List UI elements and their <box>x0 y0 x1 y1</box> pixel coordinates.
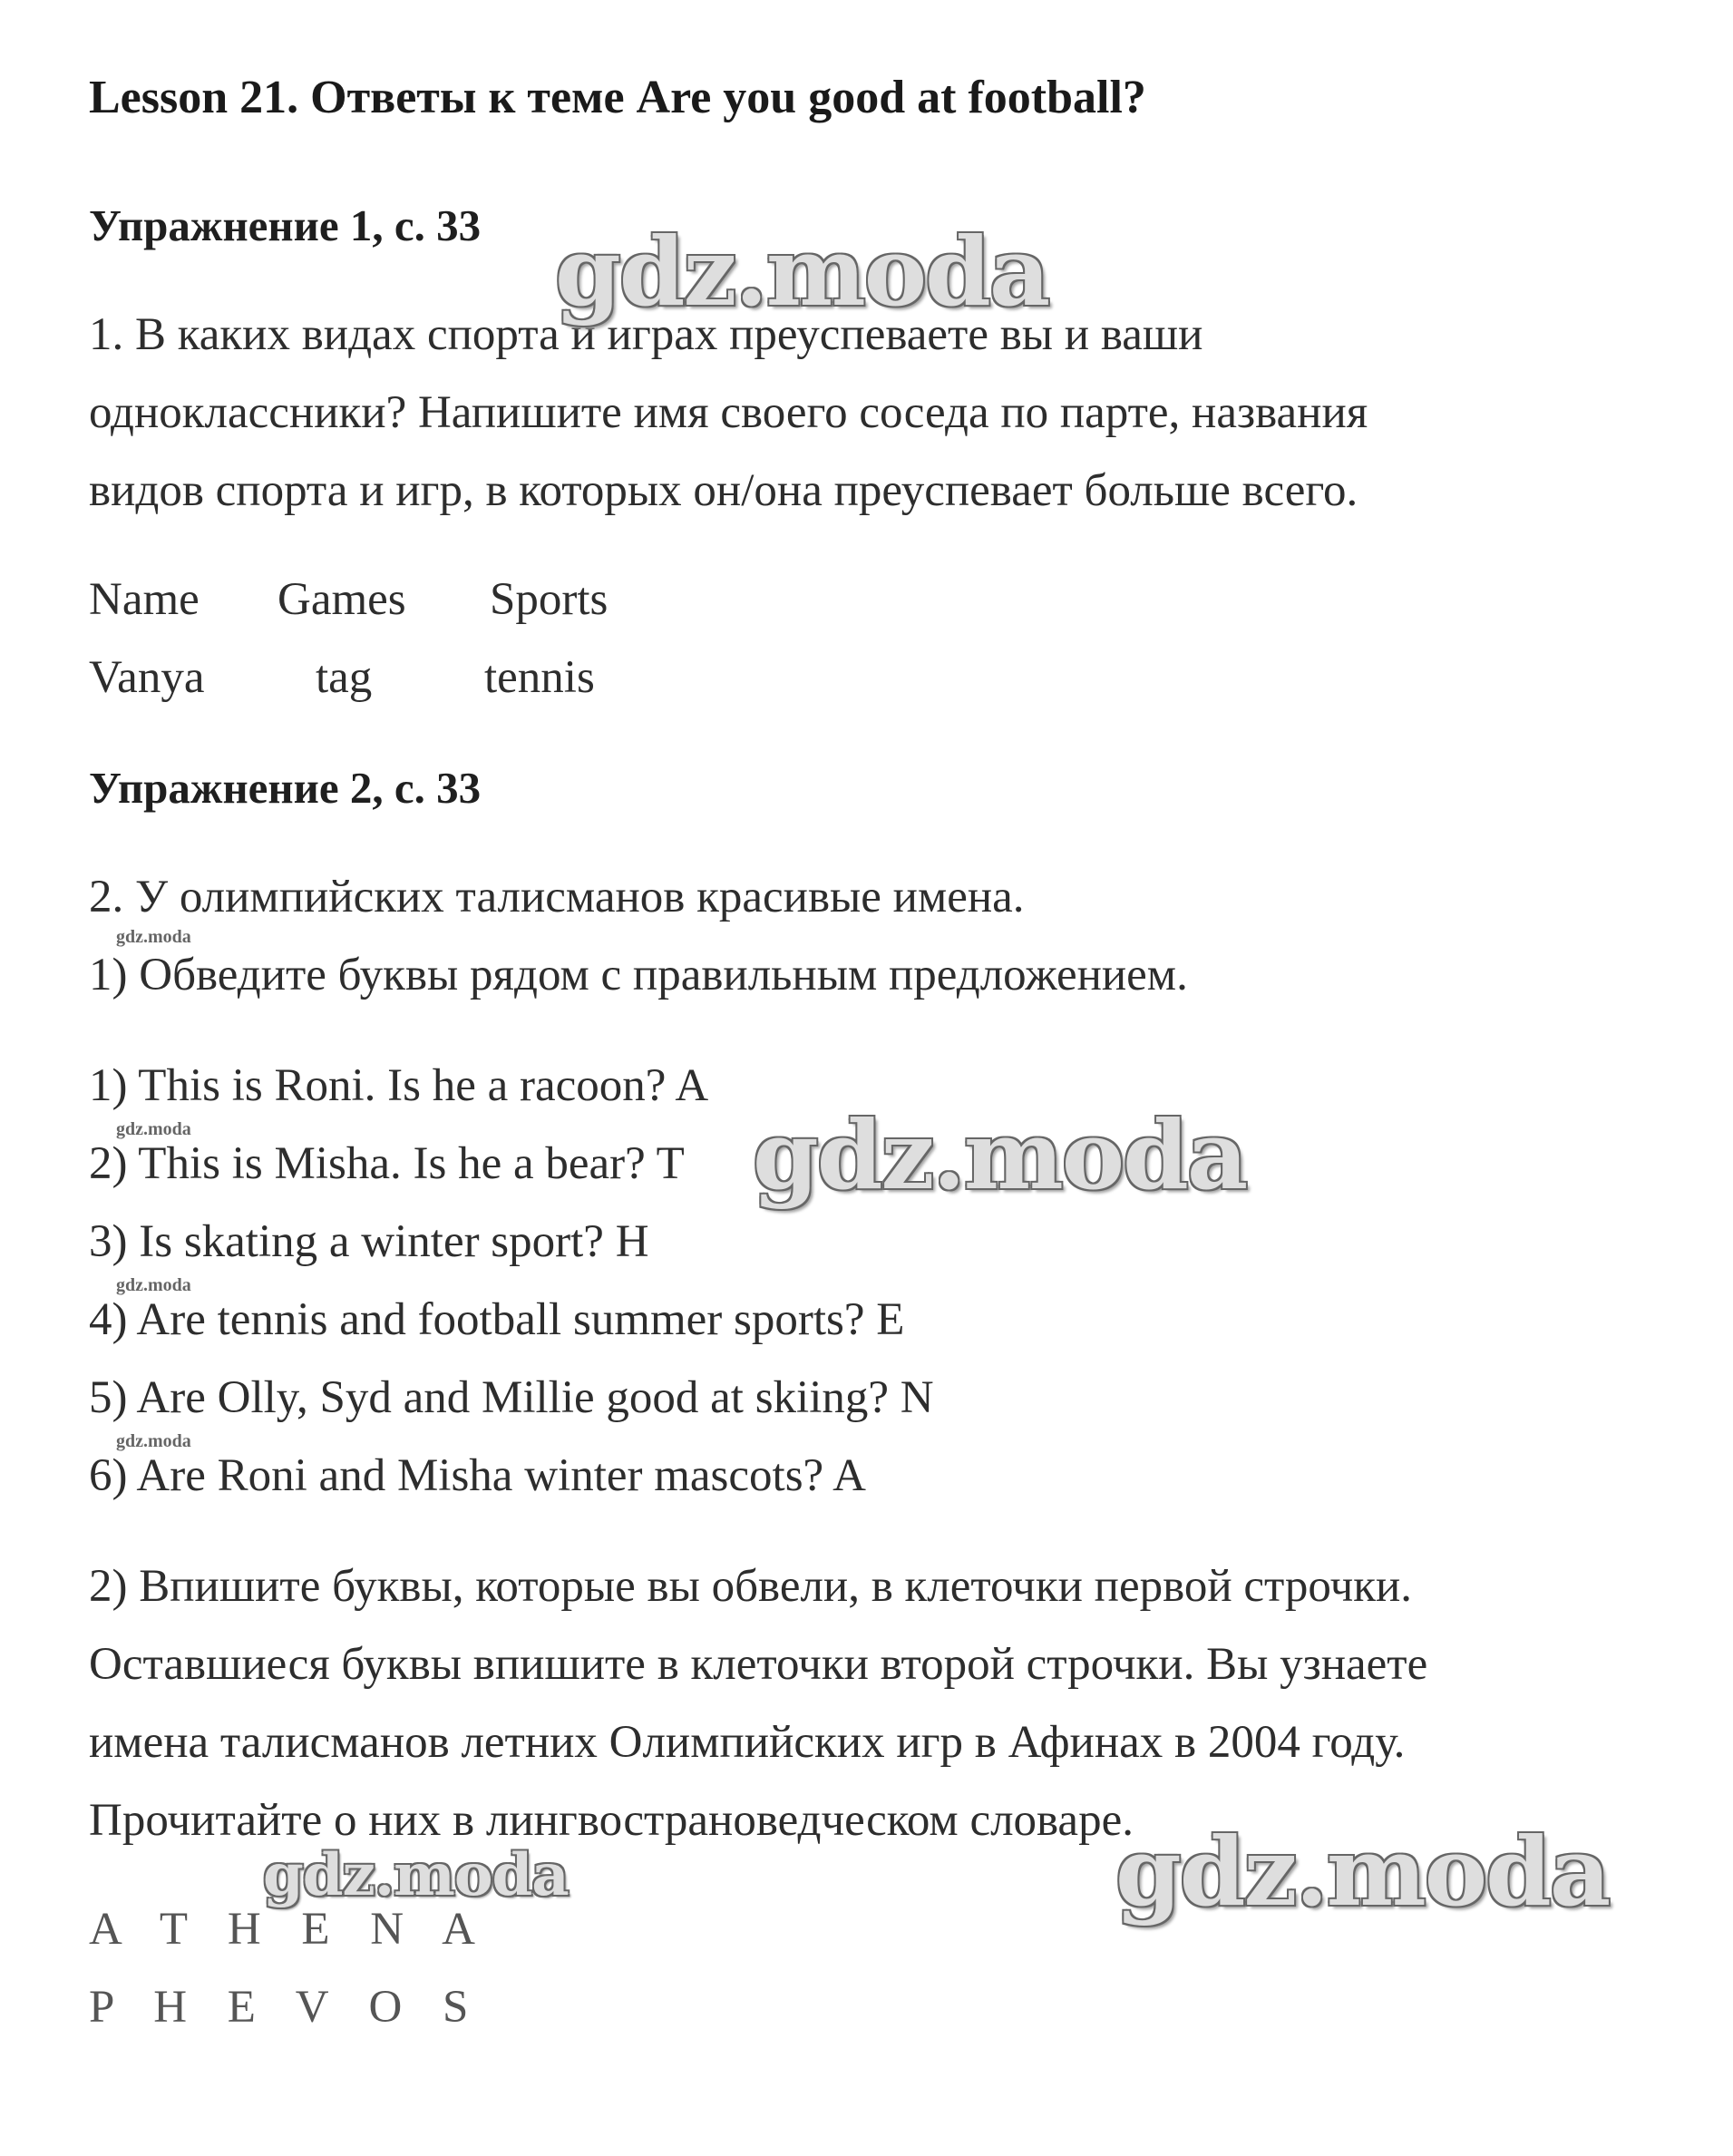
watermark-small: gdz.moda <box>116 927 191 947</box>
exercise-1-heading: Упражнение 1, с. 33 <box>89 200 482 250</box>
exercise-2-task-1: 1) Обведите буквы рядом с правильным предложением. <box>89 950 1188 1000</box>
table-cell-game: tag <box>316 652 373 703</box>
result-word-1: A T H E N A <box>89 1904 490 1955</box>
exercise-2-task-2-line-2: Оставшиеся буквы впишите в клеточки второй строчки. Вы узнаете <box>89 1639 1428 1690</box>
table-cell-name: Vanya <box>89 652 205 703</box>
watermark-small: gdz.moda <box>116 1275 191 1295</box>
answer-line-4: 4) Are tennis and football summer sports? E <box>89 1294 905 1345</box>
exercise-1-line-1: 1. В каких видах спорта и играх преуспеваете вы и ваши <box>89 309 1203 360</box>
exercise-1-line-3: видов спорта и игр, в которых он/она преуспевает больше всего. <box>89 465 1358 516</box>
answer-line-2: 2) This is Misha. Is he a bear? T <box>89 1138 685 1189</box>
table-cell-sport: tennis <box>484 652 595 703</box>
exercise-1-line-2: одноклассники? Напишите имя своего соседа по парте, названия <box>89 387 1368 438</box>
answer-line-5: 5) Are Olly, Syd and Millie good at skiing? N <box>89 1372 934 1423</box>
watermark-logo: gdz.moda <box>1115 1816 1610 1927</box>
exercise-2-heading: Упражнение 2, с. 33 <box>89 763 482 813</box>
watermark-logo: gdz.moda <box>263 1841 569 1909</box>
exercise-2-task-2-line-1: 2) Впишите буквы, которые вы обвели, в клеточки первой строчки. <box>89 1561 1413 1612</box>
exercise-2-task-2-line-4: Прочитайте о них в лингвострановедческом словаре. <box>89 1795 1134 1846</box>
table-header-sports: Sports <box>490 574 608 625</box>
answer-line-3: 3) Is skating a winter sport? H <box>89 1216 649 1267</box>
watermark-logo: gdz.moda <box>555 216 1049 327</box>
watermark-small: gdz.moda <box>116 1119 191 1139</box>
watermark-small: gdz.moda <box>116 1431 191 1451</box>
answer-line-6: 6) Are Roni and Misha winter mascots? A <box>89 1450 866 1501</box>
exercise-2-intro: 2. У олимпийских талисманов красивые имена. <box>89 872 1025 922</box>
watermark-logo: gdz.moda <box>753 1099 1247 1211</box>
table-header-games: Games <box>277 574 406 625</box>
page-title: Lesson 21. Ответы к теме Are you good at football? <box>89 72 1146 123</box>
exercise-2-task-2-line-3: имена талисманов летних Олимпийских игр в Афинах в 2004 году. <box>89 1717 1406 1768</box>
table-header-name: Name <box>89 574 200 625</box>
result-word-2: P H E V O S <box>89 1982 483 2033</box>
answer-line-1: 1) This is Roni. Is he a racoon? A <box>89 1060 709 1111</box>
